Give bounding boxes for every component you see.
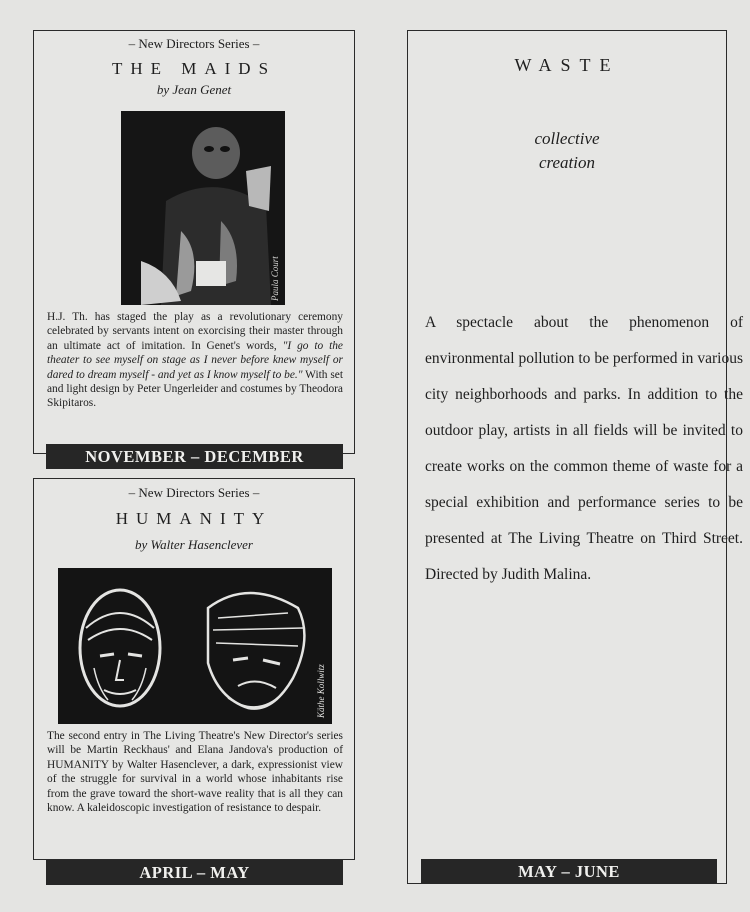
dates-band-apr-may: APRIL – MAY: [46, 860, 343, 885]
play-byline: by Walter Hasenclever: [135, 537, 253, 552]
play-title: WASTE: [514, 55, 620, 75]
photo-credit: Paula Court: [270, 256, 280, 301]
play-title: THE MAIDS: [111, 59, 277, 78]
play-description: The second entry in The Living Theatre's New Director's series will be Martin Reckhaus' and Elana Jandova's production of HUMANITY by Walter Hasenclever, a dark, expressionist view of the struggle for survival in a world whose inhabitants rise from the grave toward the short-wave reality that is all they can know. A kaleidoscopic investigation of resistance to despair.: [47, 730, 343, 815]
subtitle-line-2: creation: [538, 153, 596, 172]
description-credits: With set and light design by Peter Ungerleider and costumes by Theodora Skipitaros.: [47, 368, 343, 410]
the-maids-panel: [33, 30, 355, 454]
play-title: HUMANITY: [115, 509, 273, 528]
waste-description: A spectacle about the phenomenon of environmental pollution to be performed in various city neighborhoods and parks. In addition to the outdoor play, artists in all fields will be invited to create works on the common theme of waste for a special exhibition and performance series to be presented at The Living Theatre on Third Street. Directed by Judith Malina.: [425, 314, 743, 583]
dates-band-may-jun: MAY – JUNE: [421, 859, 717, 884]
series-label: – New Directors Series –: [128, 485, 260, 500]
genet-quote: "I go to the theater to see myself on stage as I never before knew myself or dared to dream myself - and yet as I know myself to be.": [47, 339, 343, 381]
woodcut-illustration: [58, 568, 332, 724]
series-label: – New Directors Series –: [128, 36, 260, 51]
subtitle-line-1: collective: [534, 129, 600, 148]
play-description: [47, 310, 343, 411]
description-text: H.J. Th. has staged the play as a revolutionary ceremony celebrated by servants intent on exorcising their master through an ultimate act of imitation. In Genet's words,: [47, 311, 343, 352]
play-subtitle: [408, 127, 726, 175]
photo-credit: Käthe Kollwitz: [316, 664, 326, 718]
photo-illustration: [121, 111, 285, 305]
dates-band-nov-dec: NOVEMBER – DECEMBER: [46, 444, 343, 469]
the-maids-photo: [121, 111, 285, 305]
humanity-woodcut-image: [58, 568, 332, 724]
play-byline: by Jean Genet: [156, 82, 232, 97]
humanity-panel: [33, 478, 355, 860]
